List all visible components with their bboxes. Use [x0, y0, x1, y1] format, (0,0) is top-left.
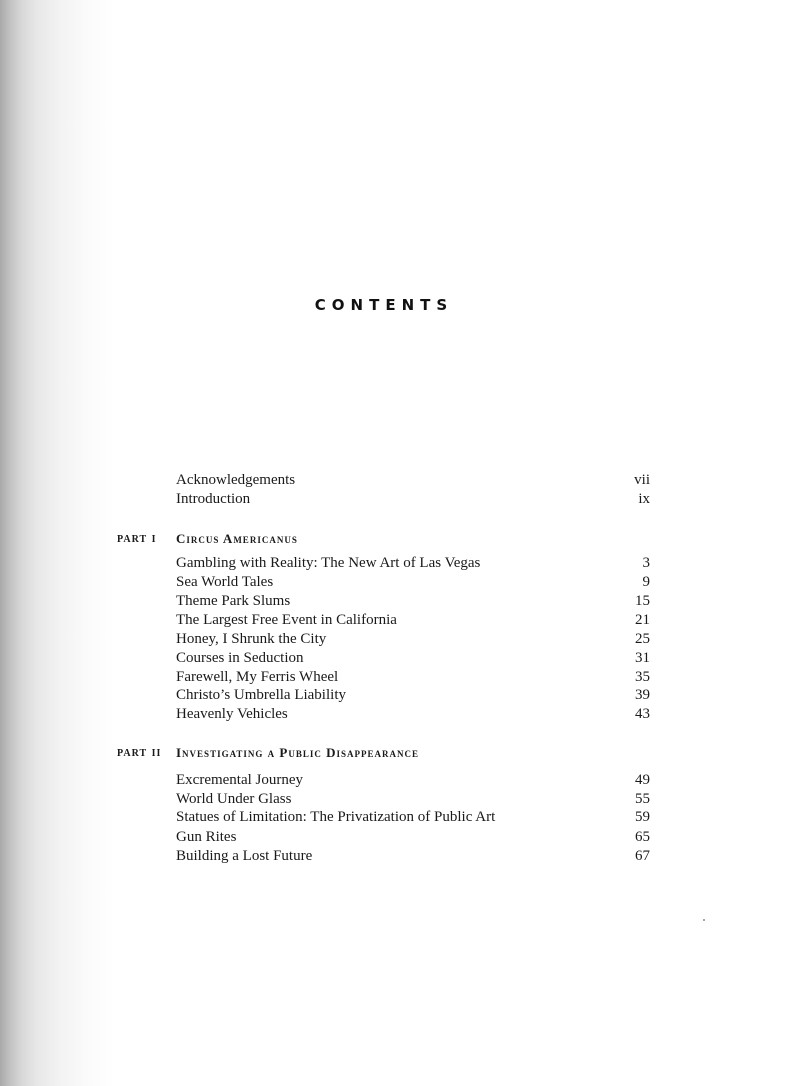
toc-entry-page: ix — [638, 491, 650, 507]
toc-entry-title: World Under Glass — [176, 791, 292, 807]
toc-entry-page: 21 — [635, 612, 650, 628]
toc-entry-title: Honey, I Shrunk the City — [176, 631, 327, 647]
toc-entry-title: Introduction — [176, 491, 251, 507]
toc-entry-page: 15 — [635, 593, 650, 609]
toc-entry-title: Excremental Journey — [176, 772, 304, 788]
toc-entry-title: Statues of Limitation: The Privatization of Public Art — [176, 809, 496, 825]
part-title: Circus Americanus — [176, 531, 298, 546]
toc-entry-title: Courses in Seduction — [176, 650, 304, 666]
toc-entry-title: Theme Park Slums — [176, 593, 291, 609]
toc-entry-page: 59 — [635, 809, 650, 825]
toc-entry — [176, 592, 650, 611]
toc-entry-page: 39 — [635, 687, 650, 703]
toc-entry — [176, 573, 650, 592]
toc-entry — [176, 649, 650, 668]
part-label: part i — [117, 531, 157, 546]
part-title: Investigating a Public Disappearance — [176, 745, 420, 760]
toc-entry-page: 55 — [635, 791, 650, 807]
toc-entry — [176, 705, 650, 724]
toc-entry — [176, 554, 650, 573]
toc-entry-title: Gun Rites — [176, 829, 237, 845]
toc-entry-page: 49 — [635, 772, 650, 788]
part-heading-2 — [117, 744, 677, 762]
toc-entry-page: 35 — [635, 669, 650, 685]
toc-entry-title: Gambling with Reality: The New Art of Las Vegas — [176, 555, 481, 571]
toc-entry-title: Heavenly Vehicles — [176, 706, 288, 722]
toc-entry-page: 25 — [635, 631, 650, 647]
toc-entry-page: 67 — [635, 848, 650, 864]
toc-entry-page: 3 — [642, 555, 650, 571]
toc-entry — [176, 808, 650, 827]
toc-entry — [176, 686, 650, 705]
toc-entry-introduction — [176, 490, 650, 509]
toc-entry — [176, 771, 650, 790]
paper-speck — [703, 919, 705, 921]
toc-entry-page: 31 — [635, 650, 650, 666]
toc-entry-title: Building a Lost Future — [176, 848, 313, 864]
contents-heading: CONTENTS — [314, 296, 454, 314]
toc-entry-page: 9 — [642, 574, 650, 590]
toc-entry — [176, 790, 650, 809]
toc-entry-page: vii — [634, 472, 650, 488]
toc-entry — [176, 630, 650, 649]
toc-entry — [176, 847, 650, 866]
toc-entry-title: Farewell, My Ferris Wheel — [176, 669, 339, 685]
toc-entry-acknowledgements — [176, 471, 650, 490]
toc-entry-page: 43 — [635, 706, 650, 722]
toc-entry-page: 65 — [635, 829, 650, 845]
part-heading-1 — [117, 530, 677, 548]
toc-entry — [176, 828, 650, 847]
toc-entry — [176, 668, 650, 687]
toc-entry-title: Sea World Tales — [176, 574, 274, 590]
toc-entry — [176, 611, 650, 630]
toc-entry-title: Acknowledgements — [176, 472, 296, 488]
toc-entry-title: The Largest Free Event in California — [176, 612, 397, 628]
part-label: part ii — [117, 745, 162, 760]
toc-entry-title: Christo’s Umbrella Liability — [176, 687, 346, 703]
